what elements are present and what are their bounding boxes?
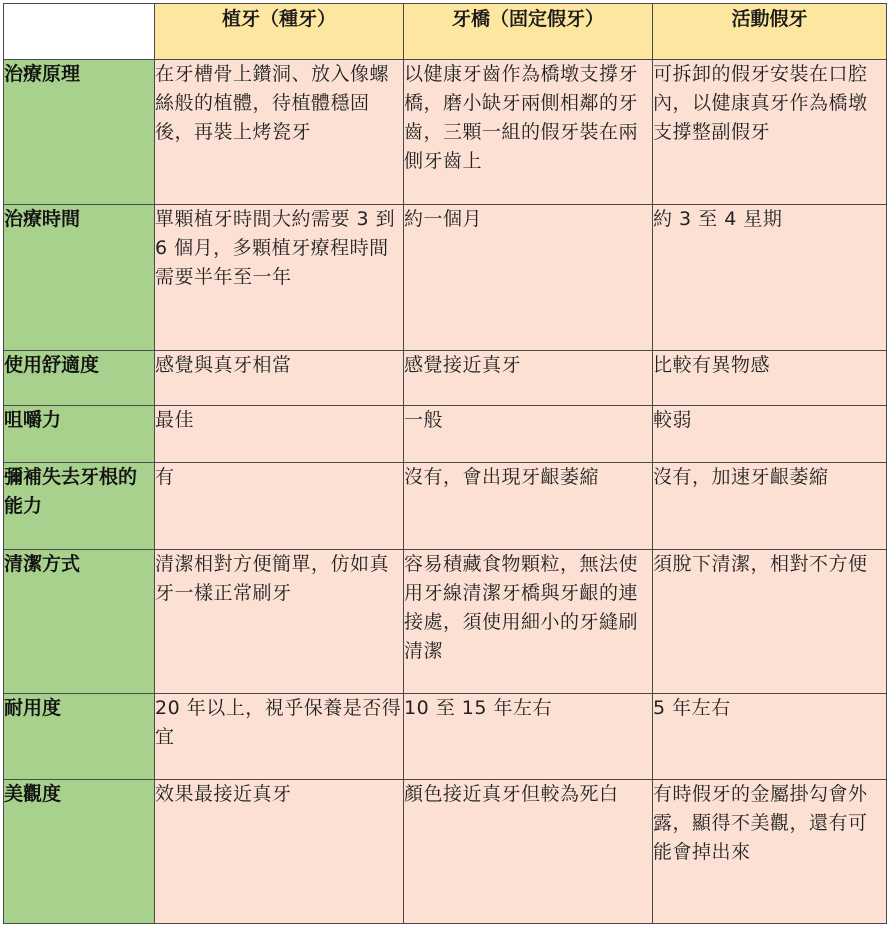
corner-cell (4, 4, 155, 60)
table-cell: 清潔相對方便簡單，仿如真牙一樣正常刷牙 (155, 550, 404, 694)
table-cell: 較弱 (653, 406, 887, 463)
table-cell: 有時假牙的金屬掛勾會外露，顯得不美觀，還有可能會掉出來 (653, 780, 887, 924)
table-cell: 單顆植牙時間大約需要 3 到 6 個月，多顆植牙療程時間需要半年至一年 (155, 205, 404, 351)
table-row (4, 463, 887, 550)
row-label-principle: 治療原理 (4, 60, 155, 205)
table-cell: 20 年以上，視乎保養是否得宜 (155, 694, 404, 780)
table-row (4, 694, 887, 780)
comparison-table (3, 3, 887, 924)
row-label-treatment-time: 治療時間 (4, 205, 155, 351)
row-label-chewing-force: 咀嚼力 (4, 406, 155, 463)
table-cell: 約 3 至 4 星期 (653, 205, 887, 351)
table-row (4, 351, 887, 406)
table-cell: 最佳 (155, 406, 404, 463)
column-header-implant: 植牙（種牙） (155, 4, 404, 60)
table-cell: 約一個月 (404, 205, 653, 351)
table-cell: 10 至 15 年左右 (404, 694, 653, 780)
header-row (4, 4, 887, 60)
table-cell: 可拆卸的假牙安裝在口腔內，以健康真牙作為橋墩支撐整副假牙 (653, 60, 887, 205)
table-cell: 5 年左右 (653, 694, 887, 780)
row-label-comfort: 使用舒適度 (4, 351, 155, 406)
table-row (4, 205, 887, 351)
table-cell: 以健康牙齒作為橋墩支撐牙橋，磨小缺牙兩側相鄰的牙齒，三顆一組的假牙裝在兩側牙齒上 (404, 60, 653, 205)
table-cell: 效果最接近真牙 (155, 780, 404, 924)
table-cell: 須脫下清潔，相對不方便 (653, 550, 887, 694)
table-cell: 一般 (404, 406, 653, 463)
column-header-removable-denture: 活動假牙 (653, 4, 887, 60)
row-label-root-replacement: 彌補失去牙根的能力 (4, 463, 155, 550)
row-label-appearance: 美觀度 (4, 780, 155, 924)
table-cell: 感覺接近真牙 (404, 351, 653, 406)
table-row (4, 550, 887, 694)
table-cell: 沒有，加速牙齦萎縮 (653, 463, 887, 550)
table-cell: 有 (155, 463, 404, 550)
table-row (4, 60, 887, 205)
table-row (4, 780, 887, 924)
row-label-cleaning: 清潔方式 (4, 550, 155, 694)
table-cell: 比較有異物感 (653, 351, 887, 406)
table-row (4, 406, 887, 463)
table-cell: 沒有，會出現牙齦萎縮 (404, 463, 653, 550)
table-cell: 感覺與真牙相當 (155, 351, 404, 406)
table-cell: 顏色接近真牙但較為死白 (404, 780, 653, 924)
column-header-bridge: 牙橋（固定假牙） (404, 4, 653, 60)
table-cell: 在牙槽骨上鑽洞、放入像螺絲般的植體，待植體穩固後，再裝上烤瓷牙 (155, 60, 404, 205)
table-cell: 容易積藏食物顆粒，無法使用牙線清潔牙橋與牙齦的連接處，須使用細小的牙縫刷清潔 (404, 550, 653, 694)
row-label-durability: 耐用度 (4, 694, 155, 780)
